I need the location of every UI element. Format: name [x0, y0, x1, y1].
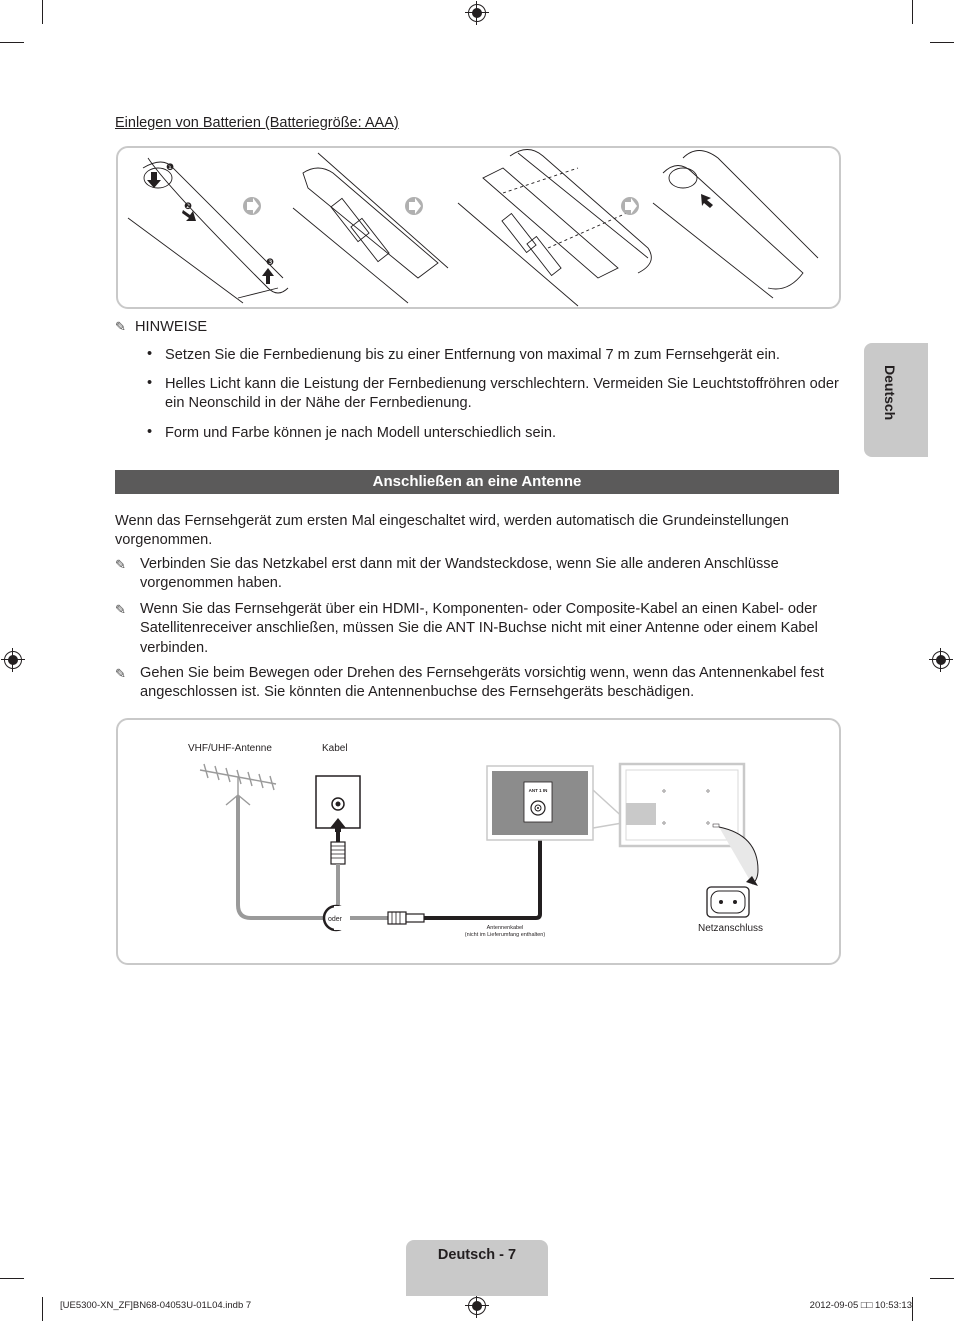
page-number-label: Deutsch - 7	[437, 1247, 517, 1263]
notes-header-label: HINWEISE	[135, 319, 208, 335]
cable-caption: Antennenkabel	[486, 925, 524, 931]
language-side-tab-label: Deutsch	[882, 365, 898, 421]
cable-label: Kabel	[322, 743, 348, 754]
step-marker-3: ❸	[266, 257, 275, 267]
pencil-note-icon: ✎	[115, 602, 126, 617]
registration-mark-icon	[468, 1297, 486, 1315]
antenna-note	[115, 664, 840, 703]
crop-mark	[42, 1297, 43, 1321]
crop-mark	[42, 0, 43, 24]
antenna-section-heading: Anschließen an eine Antenne	[115, 470, 839, 494]
antenna-note-text: Wenn Sie das Fernsehgerät über ein HDMI-, Komponenten- oder Composite-Kabel an einen Kabel- oder Satellitenreceiver anschließen, müssen Sie die ANT IN-Buchse nicht mit einer Antenne oder einem Kabel verbinden.	[140, 601, 818, 656]
date-slug: 2012-09-05 □□ 10:53:13	[809, 1300, 912, 1311]
note-item: Form und Farbe können je nach Modell unterschiedlich sein.	[165, 425, 557, 441]
antenna-note-text: Verbinden Sie das Netzkabel erst dann mit der Wandsteckdose, wenn Sie alle anderen Anschlüsse vorgenommen haben.	[140, 556, 779, 592]
cable-plug-icon	[331, 842, 345, 864]
crop-mark	[0, 42, 24, 43]
note-item: Helles Licht kann die Leistung der Fernbedienung verschlechtern. Vermeiden Sie Leuchtstoffröhren oder ein Neonschild in der Nähe der Fernbedienung.	[165, 376, 839, 412]
port-label: ANT 1 IN	[528, 788, 548, 793]
tv-port-area	[626, 803, 656, 825]
antenna-note	[115, 555, 840, 594]
battery-section-title: Einlegen von Batterien (Batteriegröße: AAA)	[115, 115, 399, 131]
antenna-note	[115, 600, 840, 658]
registration-mark-icon	[4, 651, 22, 669]
or-label: oder	[328, 916, 343, 923]
antenna-connection-panel	[116, 718, 841, 965]
coax-connector-icon	[388, 912, 406, 924]
crop-mark	[930, 1278, 954, 1279]
pencil-note-icon: ✎	[115, 666, 126, 681]
antenna-intro: Wenn das Fernsehgerät zum ersten Mal eingeschaltet wird, werden automatisch die Grundeinstellungen vorgenommen.	[115, 513, 789, 549]
note-item: Setzen Sie die Fernbedienung bis zu einer Entfernung von maximal 7 m zum Fernsehgerät ein.	[165, 347, 780, 363]
antenna-connection-diagram	[118, 720, 839, 963]
language-side-tab	[864, 343, 928, 457]
crop-mark	[930, 42, 954, 43]
battery-illustration-panel	[116, 146, 841, 309]
power-cable	[719, 827, 758, 884]
bullet-icon: •	[147, 424, 153, 440]
antenna-cable	[238, 796, 323, 918]
registration-mark-icon	[468, 4, 486, 22]
crop-mark	[912, 0, 913, 24]
step-marker-2: ❷	[184, 201, 193, 211]
step-marker-1: ❶	[166, 162, 175, 172]
antenna-note-text: Gehen Sie beim Bewegen oder Drehen des Fernsehgeräts vorsichtig wenn, wenn das Antennenkabel fest angeschlossen ist. Sie könnten die Antennenbuchse des Fernsehgeräts beschädigen.	[140, 665, 824, 701]
page-number-tab	[406, 1240, 548, 1296]
antenna-label: VHF/UHF-Antenne	[188, 743, 272, 754]
bullet-icon: •	[147, 375, 153, 391]
pencil-note-icon: ✎	[115, 557, 126, 572]
notes-header	[115, 317, 207, 337]
file-slug: [UE5300-XN_ZF]BN68-04053U-01L04.indb 7	[60, 1300, 252, 1311]
bullet-icon: •	[147, 346, 153, 362]
registration-mark-icon	[932, 651, 950, 669]
crop-mark	[0, 1278, 24, 1279]
crop-mark	[912, 1297, 913, 1321]
power-label: Netzanschluss	[698, 923, 764, 934]
battery-steps-illustration	[118, 148, 839, 307]
pencil-note-icon: ✎	[115, 319, 126, 334]
cable-caption-note: (nicht im Lieferumfang enthalten)	[464, 932, 546, 938]
